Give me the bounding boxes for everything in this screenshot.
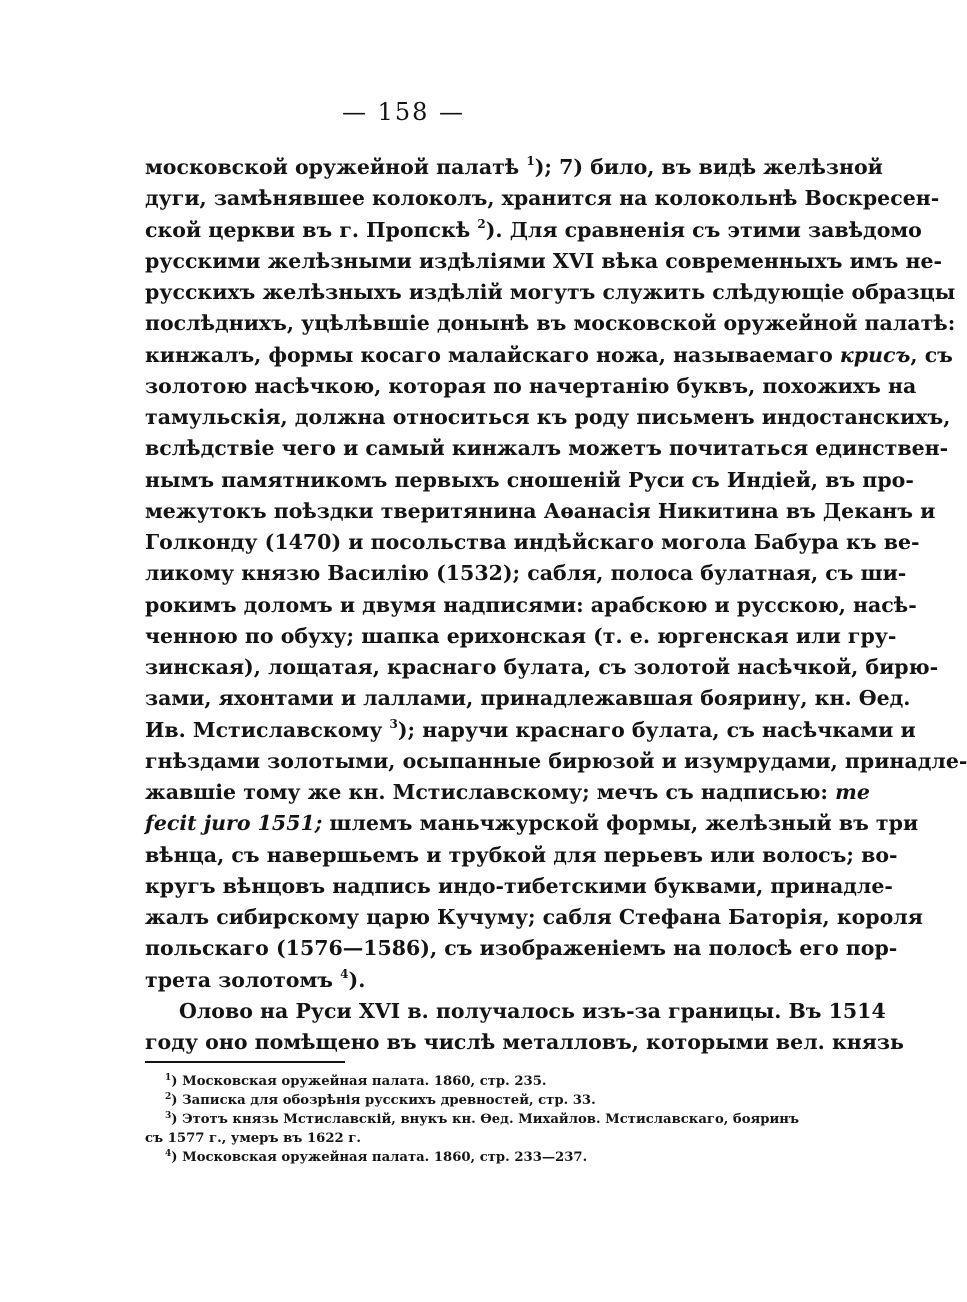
footnote-divider <box>145 1061 345 1063</box>
text-line: fecit juro 1551; шлемъ маньчжурской формы, желѣзный въ три <box>145 811 919 836</box>
footnote: $^3$) Этотъ князь Мстиславскій, внукъ кн. Ѳед. Михайлов. Мстиславскаго, бояринъ <box>165 1111 800 1127</box>
text-line: межутокъ поѣздки тверитянина Аѳанасія Никитина въ Деканъ и <box>145 498 936 523</box>
italic-inscription: fecit juro 1551; <box>145 811 323 836</box>
text-line: кругъ вѣнцовъ надпись индо-тибетскими буквами, принадле- <box>145 873 893 898</box>
footnote-ref: 2 <box>477 216 486 231</box>
text-line: кинжалъ, формы косаго малайскаго ножа, называемаго крисъ, съ <box>145 342 953 367</box>
text-line: Голконду (1470) и посольства индѣйскаго могола Бабура къ ве- <box>145 530 920 554</box>
text-line: вслѣдствіе чего и самый кинжалъ можетъ почитаться единствен- <box>145 436 949 461</box>
text-line: трета золотомъ $^4$). <box>145 966 366 992</box>
text-line: вѣнца, съ навершьемъ и трубкой для перьевъ или волосъ; во- <box>145 842 898 867</box>
text-line: золотою насѣчкою, которая по начертанію буквъ, похожихъ на <box>145 373 917 398</box>
text-line: Ив. Мстиславскому $^3$); наручи краснаго булата, съ насѣчками и <box>145 716 916 742</box>
text-line: жалъ сибирскому царю Кучуму; сабля Стефана Баторія, короля <box>145 905 923 929</box>
text-line: московской оружейной палатѣ $^1$); 7) било, въ видѣ желѣзной <box>145 154 883 179</box>
text-line: русскихъ желѣзныхъ издѣлій могутъ служить слѣдующіе образцы <box>145 280 956 304</box>
footnotes <box>145 1072 800 1167</box>
italic-inscription: me <box>835 780 870 804</box>
text-line: польскаго (1576—1586), съ изображеніемъ на полосѣ его пор- <box>145 936 898 961</box>
footnote: $^1$) Московская оружейная палата. 1860, стр. 235. <box>165 1073 547 1089</box>
text-line: ской церкви въ г. Пропскѣ $^2$). Для сравненія съ этими завѣдомо <box>145 216 922 242</box>
text-line: нымъ памятникомъ первыхъ сношеній Руси съ Индіей, въ про- <box>145 467 914 492</box>
footnote-ref: 4 <box>340 966 349 981</box>
text-line: ченною по обуху; шапка ерихонская (т. е. юргенская или гру- <box>145 623 897 648</box>
text-line: зинская), лощатая, краснаго булата, съ золотой насѣчкой, бирю- <box>145 655 939 679</box>
footnote-continuation: съ 1577 г., умеръ въ 1622 г. <box>145 1131 361 1146</box>
text-line: году оно помѣщено въ числѣ металловъ, которыми вел. князь <box>145 1030 904 1054</box>
text-line: гнѣздами золотыми, осыпанные бирюзой и изумрудами, принадле- <box>145 748 967 773</box>
footnote-ref: 1 <box>526 154 535 168</box>
footnote-ref: 3 <box>389 716 398 731</box>
paragraph-start: Олово на Руси XVI в. получалось изъ-за границы. Въ 1514 <box>179 998 886 1023</box>
text-line: дуги, замѣнявшее колоколъ, хранится на колокольнѣ Воскресен- <box>145 186 940 211</box>
text-line: тамульскія, должна относиться къ роду письменъ индостанскихъ, <box>145 405 951 429</box>
body-text <box>145 152 967 1058</box>
text-line: рокимъ доломъ и двумя надписями: арабскою и русскою, насѣ- <box>145 592 917 617</box>
footnote: $^2$) Записка для обозрѣнія русскихъ древностей, стр. 33. <box>165 1092 596 1108</box>
text-line: послѣднихъ, уцѣлѣвшіе донынѣ въ московской оружейной палатѣ: <box>145 311 956 336</box>
page-number: — 158 — <box>341 98 466 126</box>
footnote: $^4$) Московская оружейная палата. 1860, стр. 233—237. <box>165 1149 588 1165</box>
text-line: зами, яхонтами и лаллами, принадлежавшая боярину, кн. Ѳед. <box>145 686 911 711</box>
text-line: жавшіе тому же кн. Мстиславскому; мечъ съ надписью: me <box>145 780 870 804</box>
text-line: ликому князю Василію (1532); сабля, полоса булатная, съ ши- <box>145 561 907 586</box>
italic-term: крисъ <box>839 342 911 367</box>
text-line: русскими желѣзными издѣліями XVI вѣка современныхъ имъ не- <box>145 248 942 273</box>
